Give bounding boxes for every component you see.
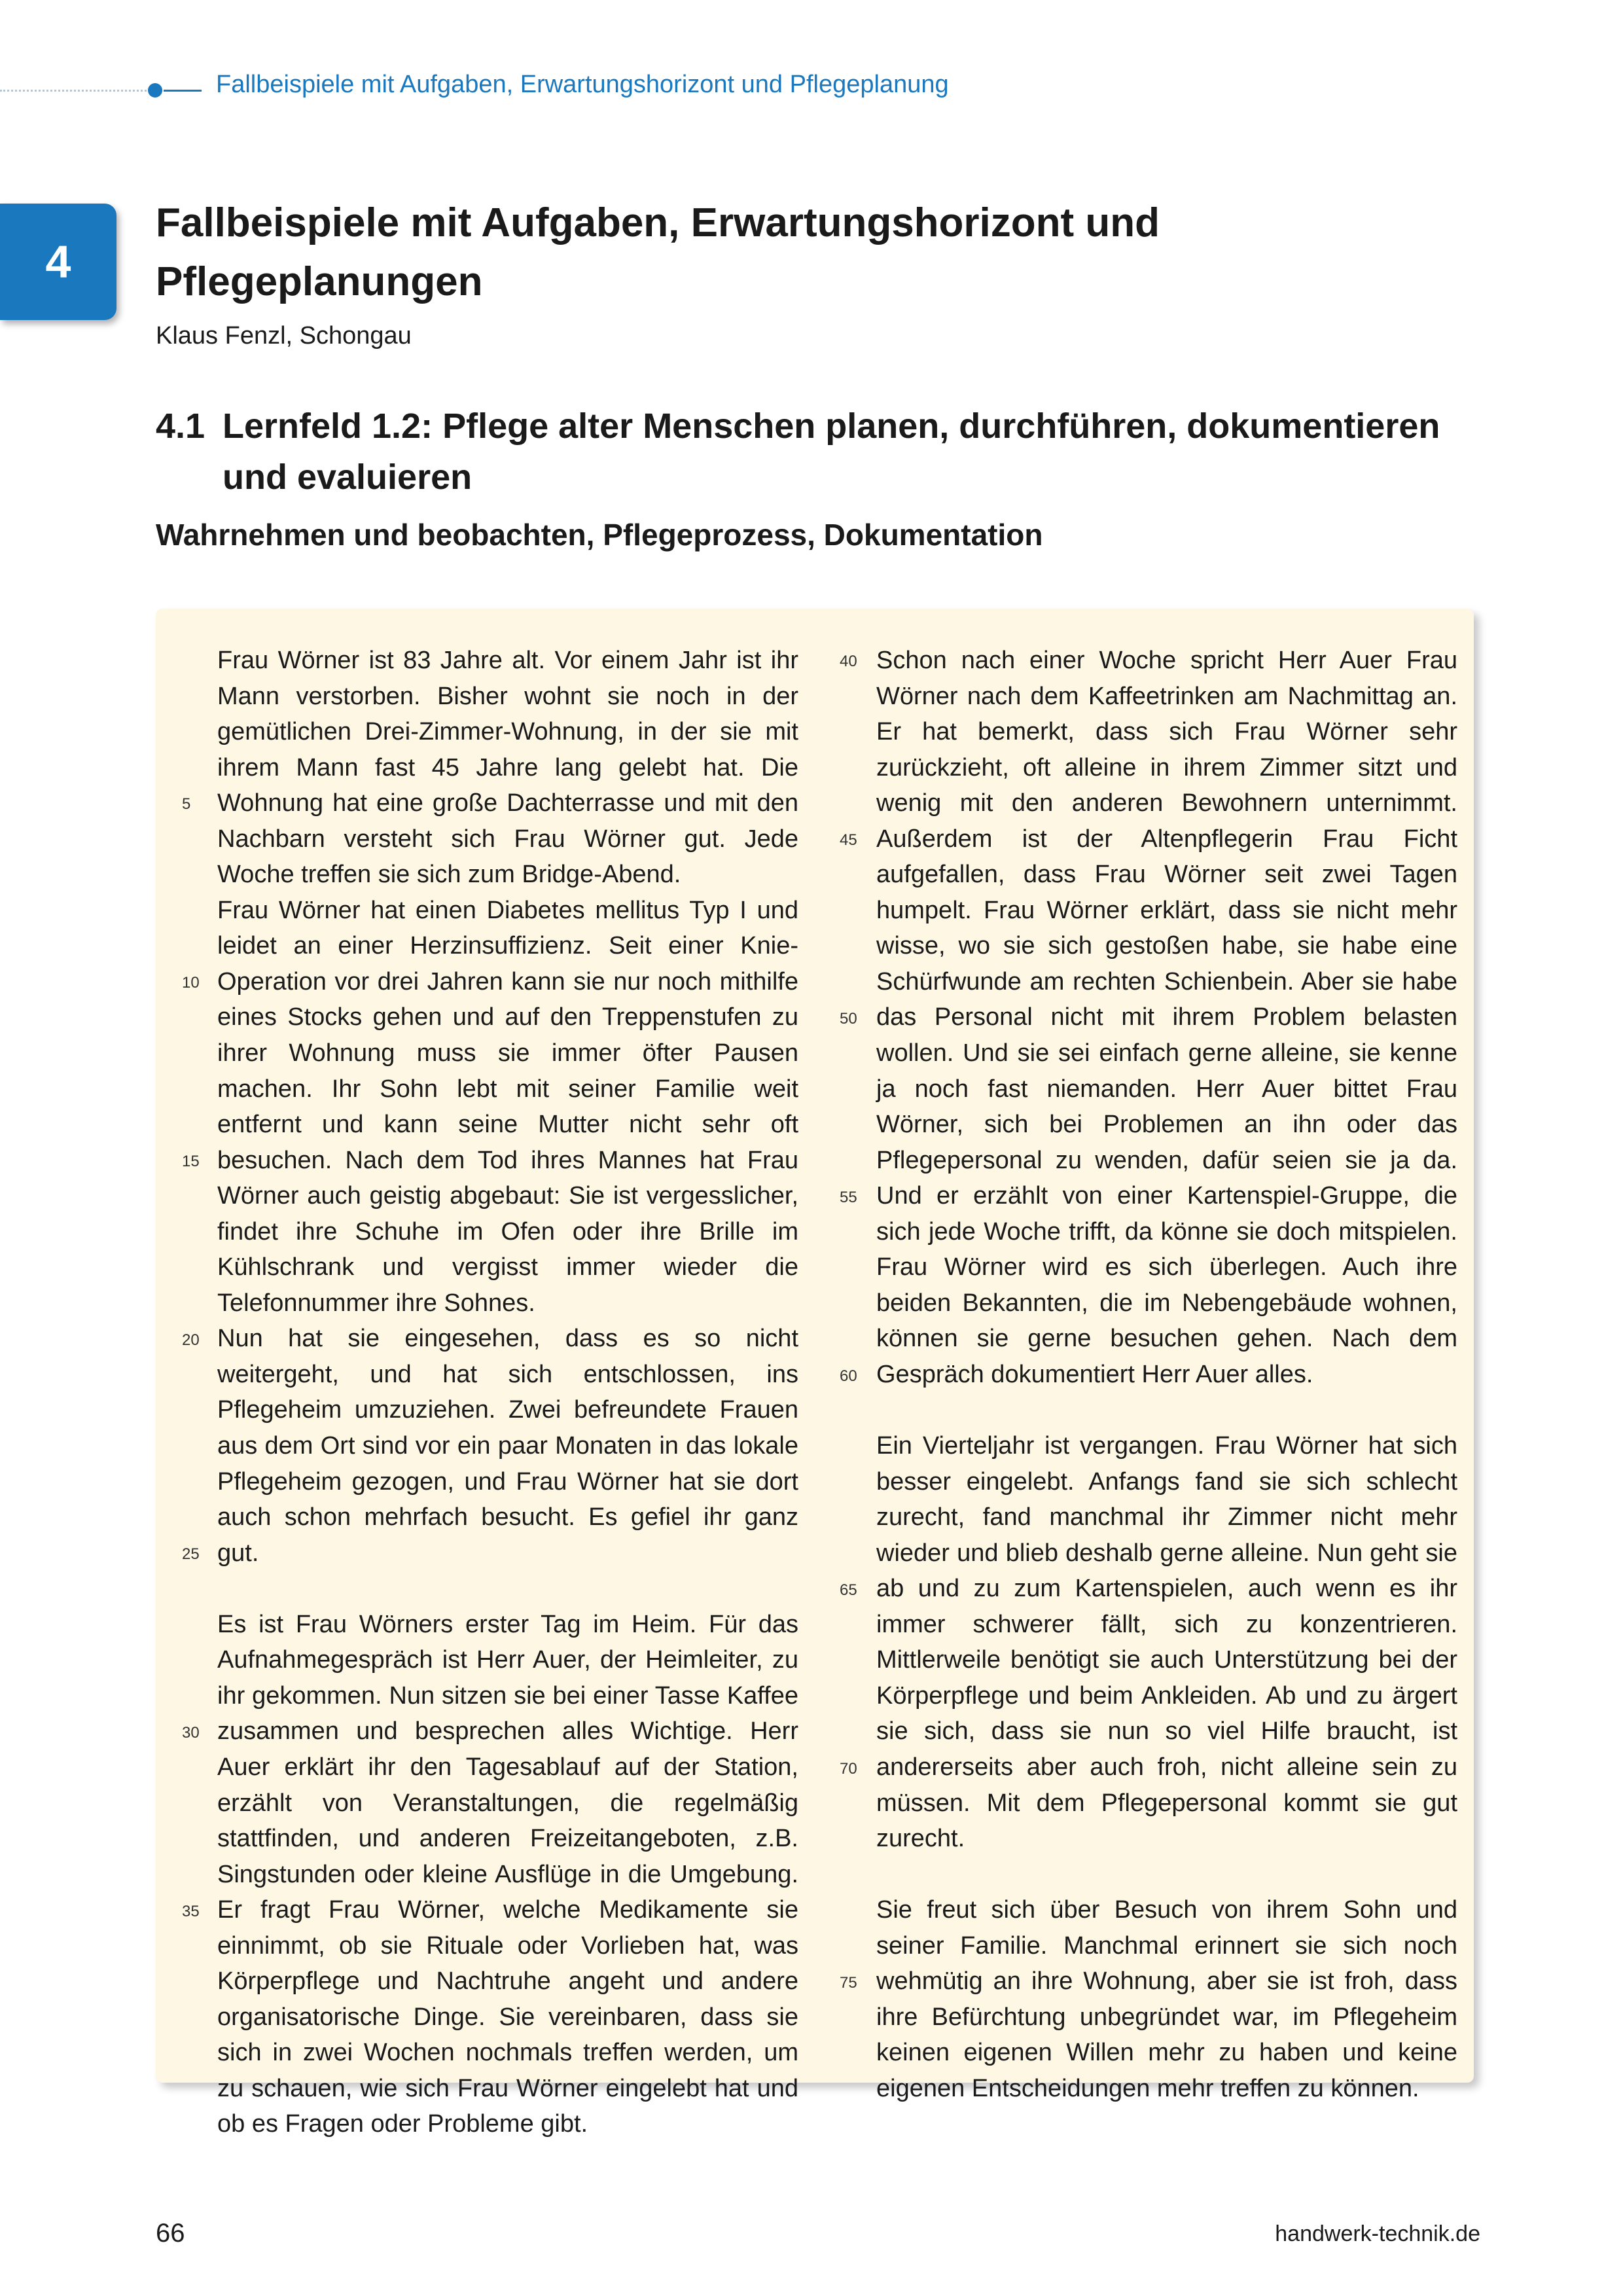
case-paragraph: Schon nach einer Woche spricht Herr Auer Frau Wörner nach dem Kaffeetrinken am Nachmittag an. Er hat bemerkt, dass sich Frau Wörner sehr zurückzieht, oft alleine in ihrem Zimmer sitzt und wenig mit den anderen Bewohnern unternimmt. Außerdem ist der Altenpflegerin Frau Ficht aufgefallen, dass Frau Wörner seit zwei Tagen humpelt. Frau Wörner erklärt, dass sie nicht mehr wisse, wo sie sich gestoßen habe, sie habe eine Schürfwunde am rechten Schienbein. Aber sie habe das Personal nicht mit ihrem Problem belasten wollen. Und sie sei einfach gerne alleine, sie kenne ja noch fast niemanden. Herr Auer bittet Frau Wörner, sich bei Problemen an ihn oder das Pflegepersonal zu wenden, dafür seien sie ja da. Und er erzählt von einer Kartenspiel-Gruppe, die sich jede Woche trifft, da könne sie doch mitspielen. Frau Wörner wird es sich überlegen. Auch ihre beiden Bekannten, die im Nebengebäude wohnen, können sie gerne besuchen gehen. Nach dem Gespräch dokumentiert Herr Auer alles.: [876, 647, 1457, 1388]
line-number: 55: [840, 1189, 857, 1206]
line-number: 40: [840, 653, 857, 670]
section-number: 4.1: [156, 406, 205, 446]
case-paragraph: Es ist Frau Wörners erster Tag im Heim. Für das Aufnahmegespräch ist Herr Auer, der Heimleiter, zu ihr gekommen. Nun sitzen sie bei einer Tasse Kaffee zusammen und besprechen alles Wichtige. Herr Auer erklärt ihr den Tagesablauf auf der Station, erzählt von Veranstaltungen, die regelmäßig stattfinden, und anderen Freizeitangeboten, z.B. Singstunden oder kleine Ausflüge in die Umgebung. Er fragt Frau Wörner, welche Medikamente sie einnimmt, ob sie Rituale oder Vorlieben hat, was Körperpflege und Nachtruhe angeht und andere organisatorische Dinge. Sie vereinbaren, dass sie sich in zwei Wochen nochmals treffen werden, um zu schauen, wie sich Frau Wörner eingelebt hat und ob es Fragen oder Probleme gibt.: [217, 1610, 798, 2138]
line-number: 45: [840, 831, 857, 849]
section-subtitle: Wahrnehmen und beobachten, Pflegeprozess, Dokumentation: [156, 518, 1043, 552]
section-title: Lernfeld 1.2: Pflege alter Menschen planen, durchführen, dokumentieren und evaluieren: [223, 406, 1440, 497]
case-paragraph: Frau Wörner hat einen Diabetes mellitus Typ I und leidet an einer Herzinsuffizienz. Seit einer Knie-Operation vor drei Jahren kann sie nur noch mithilfe eines Stocks gehen und auf den Treppenstufen zu ihrer Wohnung muss sie immer öfter Pausen machen. Ihr Sohn lebt mit seiner Familie weit entfernt und kann seine Mutter nicht sehr oft besuchen. Nach dem Tod ihres Mannes hat Frau Wörner auch geistig abgebaut: Sie ist vergesslicher, findet ihre Schuhe im Ofen oder ihre Brille im Kühlschrank und vergisst immer wieder die Telefonnummer ihre Sohnes.: [217, 896, 798, 1317]
line-number: 10: [182, 974, 200, 992]
case-column-left: [217, 643, 798, 2142]
publisher-website: handwerk-technik.de: [1275, 2221, 1480, 2246]
case-paragraph: Frau Wörner ist 83 Jahre alt. Vor einem Jahr ist ihr Mann verstorben. Bisher wohnt sie noch in der gemütlichen Drei-Zimmer-Wohnung, in der sie mit ihrem Mann fast 45 Jahre lang gelebt hat. Die Wohnung hat eine große Dachterrasse und mit den Nachbarn versteht sich Frau Wörner gut. Jede Woche treffen sie sich zum Bridge-Abend.: [217, 647, 798, 889]
line-number: 65: [840, 1581, 857, 1599]
case-paragraph: Sie freut sich über Besuch von ihrem Sohn und seiner Familie. Manchmal erinnert sie sich noch wehmütig an ihre Wohnung, aber sie ist froh, dass ihre Befürchtung unbegründet war, im Pflegeheim keinen eigenen Willen mehr zu haben und keine eigenen Entscheidungen mehr treffen zu können.: [876, 1896, 1457, 2102]
case-column-right: [876, 643, 1457, 2106]
running-head: Fallbeispiele mit Aufgaben, Erwartungshorizont und Pflegeplanung: [216, 71, 949, 98]
line-number: 25: [182, 1545, 200, 1563]
page-number: 66: [156, 2219, 185, 2248]
case-paragraph: Ein Vierteljahr ist vergangen. Frau Wörner hat sich besser eingelebt. Anfangs fand sie sich schlecht zurecht, fand manchmal ihr Zimmer nicht mehr wieder und blieb deshalb gerne alleine. Nun geht sie ab und zu zum Kartenspielen, auch wenn es ihr immer schwerer fällt, sich zu konzentrieren. Mittlerweile benötigt sie auch Unterstützung bei der Körperpflege und beim Ankleiden. Ab und zu ärgert sie sich, dass sie nun so viel Hilfe braucht, ist andererseits aber auch froh, nicht alleine sein zu müssen. Mit dem Pflegepersonal kommt sie gut zurecht.: [876, 1432, 1457, 1853]
case-paragraph: Nun hat sie eingesehen, dass es so nicht weitergeht, und hat sich entschlossen, ins Pflegeheim umzuziehen. Zwei befreundete Frauen aus dem Ort sind vor ein paar Monaten in das lokale Pflegeheim gezogen, und Frau Wörner hat sie dort auch schon mehrfach besucht. Es gefiel ihr ganz gut.: [217, 1325, 798, 1567]
line-number: 75: [840, 1974, 857, 1992]
chapter-number-tab: 4: [0, 204, 116, 320]
line-number: 60: [840, 1367, 857, 1385]
chapter-title: Fallbeispiele mit Aufgaben, Erwartungshorizont und Pflegeplanungen: [156, 200, 1160, 304]
line-number: 15: [182, 1153, 200, 1170]
line-number: 20: [182, 1331, 200, 1349]
line-number: 5: [182, 795, 191, 813]
line-number: 70: [840, 1760, 857, 1778]
line-number: 35: [182, 1903, 200, 1920]
running-head-dot: [148, 83, 162, 98]
author: Klaus Fenzl, Schongau: [156, 322, 412, 350]
line-number: 50: [840, 1010, 857, 1028]
running-head-rule-accent: [164, 90, 202, 92]
line-number: 30: [182, 1724, 200, 1742]
